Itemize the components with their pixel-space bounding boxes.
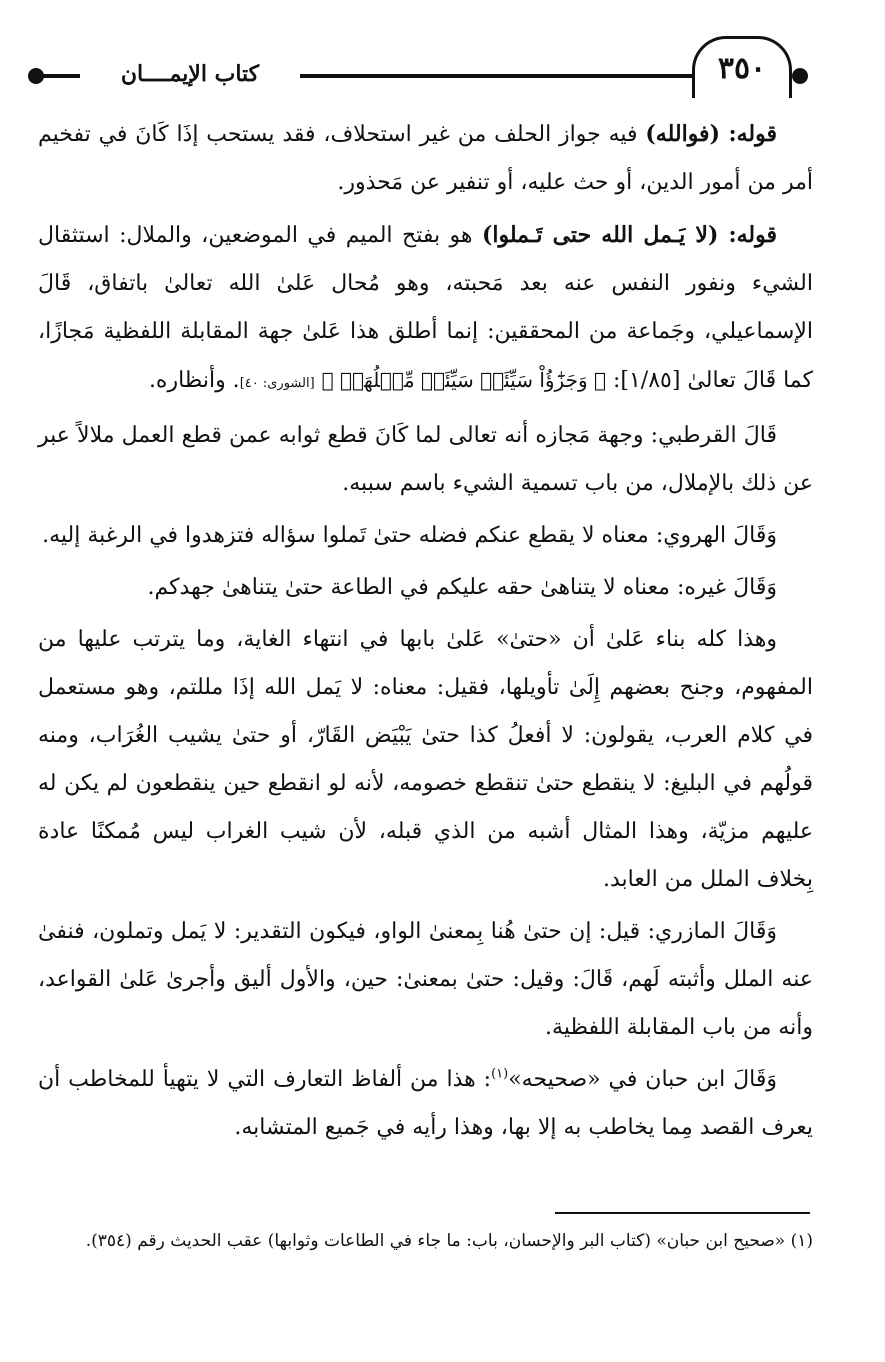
paragraph-text: وَقَالَ غيره: معناه لا يتناهىٰ حقه عليكم في الطاعة حتىٰ يتناهىٰ جهدكم. xyxy=(147,575,777,600)
paragraph-text: وهذا كله بناء عَلىٰ أن «حتىٰ» عَلىٰ بابها في انتهاء الغاية، وما يترتب عليها من المفهوم، وجنح بعضهم إِلَىٰ تأويلها، فقيل: معناه: لا يَمل الله إذَا مللتم، وهو مستعمل في كلام العرب، يقولون: لا أفعلُ كذا حتىٰ يَبْيَض القَارّ، أو حتىٰ يشيب الغُرَاب، ومنه قولُهم في البليغ: لا ينقطع حتىٰ تنقطع خصومه، لأنه لو انقطع حين ينقطعون لم يكن له عليهم مزيّة، وهذا المثال أشبه من الذي قبله، لأن شيب الغراب ليس مُمكنًا عادة بِخلاف الملل من العابد. xyxy=(38,627,813,892)
paragraph-text: وَقَالَ الهروي: معناه لا يقطع عنكم فضله حتىٰ تَملوا سؤاله فتزهدوا في الرغبة إليه. xyxy=(42,523,777,548)
verse-reference: [الشورى: ٤٠] xyxy=(239,376,315,391)
paragraph xyxy=(38,564,813,612)
page-number: ٣٥٠ xyxy=(692,36,792,98)
paragraph xyxy=(38,616,813,904)
main-text xyxy=(38,110,813,1156)
paragraph-text: وَقَالَ المازري: قيل: إن حتىٰ هُنا بِمعنىٰ الواو، فيكون التقدير: لا يَمل وتملون، فنفىٰ عنه الملل وأثبته لَهم، قَالَ: وقيل: حتىٰ بمعنىٰ: حين، والأول أليق وأجرىٰ عَلىٰ القواعد، وأنه من باب المقابلة اللفظية. xyxy=(38,919,813,1040)
footnote-rule xyxy=(555,1212,810,1214)
paragraph-text: قَالَ القرطبي: وجهة مَجازه أنه تعالى لما كَانَ قطع ثوابه عمن قطع العمل ملالاً عبر عن ذلك بالإملال، من باب تسمية الشيء باسم سببه. xyxy=(38,423,813,496)
paragraph xyxy=(38,110,813,207)
paragraph xyxy=(38,908,813,1052)
running-title: كتاب الإيمــــان xyxy=(80,54,300,94)
page-header xyxy=(20,30,810,105)
paragraph-tail: : هذا من ألفاظ التعارف التي لا يتهيأ للمخاطب أن يعرف القصد مِما يخاطب به إلا بها، وهذا رأيه في جَميع المتشابه. xyxy=(38,1067,813,1140)
paragraph xyxy=(38,512,813,560)
paragraph-text: فيه جواز الحلف من غير استحلاف، فقد يستحب إذَا كَانَ في تفخيم أمر من أمور الدين، أو حث عليه، أو تنفير عن مَحذور. xyxy=(38,122,813,195)
paragraph-text: هو بفتح الميم في الموضعين، والملال: استثقال الشيء ونفور النفس عنه بعد مَحبته، وهو مُحال عَلىٰ الله تعالىٰ باتفاق، قَالَ الإسماعيلي، وجَماعة من المحققين: إنما أطلق هذا عَلىٰ جهة المقابلة اللفظية مَجازًا، كما قَالَ تعالىٰ [١/٨٥]: xyxy=(38,223,813,393)
paragraph-lead: قوله: (لا يَـمل الله حتى تَـملوا) xyxy=(482,222,777,248)
paragraph xyxy=(38,412,813,508)
quran-verse: ﴿ وَجَزَٰٓؤُاْ سَيِّئَةٖ سَيِّئَةٞ مِّثۡلُهَاۖ ﴾ xyxy=(321,368,606,392)
paragraph-text: وَقَالَ ابن حبان في «صحيحه» xyxy=(508,1067,777,1092)
paragraph-lead: قوله: (فوالله) xyxy=(645,121,777,147)
paragraph xyxy=(38,211,813,408)
header-dot-left xyxy=(28,68,44,84)
footnote: (١) «صحيح ابن حبان» (كتاب البر والإحسان، باب: ما جاء في الطاعات وثوابها) عقب الحديث رقم (٣٥٤). xyxy=(85,1231,813,1251)
paragraph-tail: . وأنظاره. xyxy=(148,368,240,393)
paragraph xyxy=(38,1056,813,1152)
footnote-marker[interactable]: (١) xyxy=(491,1066,509,1082)
header-dot-right xyxy=(792,68,808,84)
